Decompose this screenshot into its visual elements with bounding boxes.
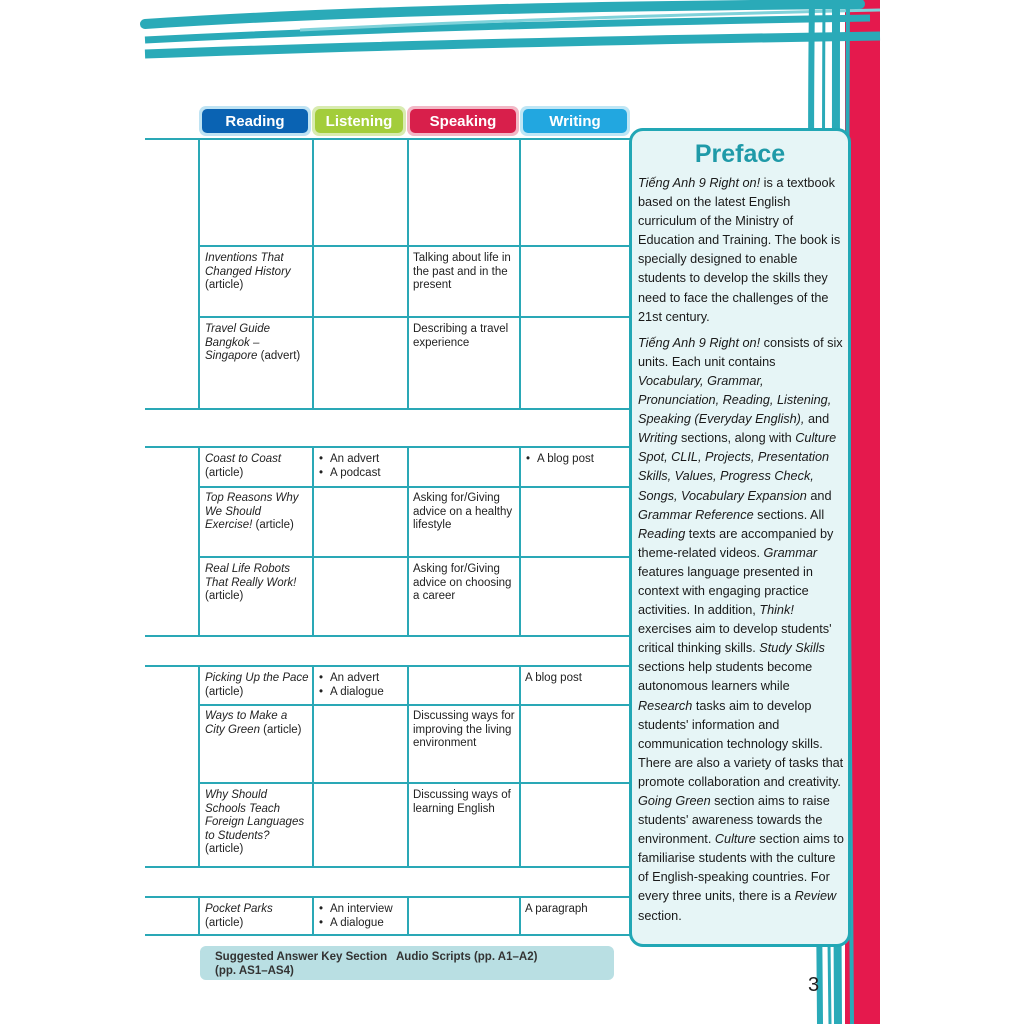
reading-title: Real Life Robots That Really Work! — [205, 563, 297, 589]
preface-title: Preface — [694, 140, 786, 168]
preface-text-run: consists of six units. Each unit contains — [638, 335, 843, 369]
reading-type: (article) — [205, 843, 244, 855]
preface-text-run: sections. All — [753, 507, 825, 522]
preface-paragraph-2 — [638, 334, 844, 926]
reading-cell — [205, 710, 309, 737]
table-line — [519, 896, 521, 935]
speaking-cell: Talking about life in the past and in the present — [413, 252, 511, 291]
preface-text-run: section aims to raise students' awareness towards the environment. — [638, 794, 830, 847]
preface-italic-run: Grammar — [763, 545, 818, 560]
preface-italic-run: Reading — [638, 526, 686, 541]
list-item: • A dialogue — [318, 686, 404, 700]
table-line — [145, 896, 630, 898]
preface-p1-text: is a textbook based on the latest English curriculum of the Ministry of Education and Training. The book is specially designed to enable students to develop the skills they need to face the challenges of the 21st century. — [638, 176, 841, 324]
preface-text-run: sections, along with — [677, 431, 796, 446]
reading-type: (article) — [205, 916, 244, 929]
writing-cell: A blog post — [525, 672, 582, 684]
reading-cell — [205, 672, 309, 699]
writing-cell — [525, 453, 627, 467]
listening-cell — [318, 672, 404, 699]
speaking-cell: Discussing ways for improving the living environment — [413, 710, 515, 749]
list-item: • An interview — [318, 903, 404, 917]
list-item: • A dialogue — [318, 917, 404, 931]
preface-italic-run: Culture — [714, 832, 756, 847]
reading-type: (article) — [205, 590, 244, 602]
preface-text-run: and — [806, 488, 832, 503]
table-line — [519, 446, 521, 636]
preface-italic-run: Review — [794, 889, 837, 904]
table-line — [145, 866, 630, 868]
preface-italic-run: Going Green — [638, 794, 711, 808]
preface-italic-run: Study Skills — [759, 641, 825, 656]
table-line — [198, 896, 200, 935]
listening-cell — [318, 903, 404, 930]
table-line — [198, 486, 630, 488]
reading-type: (advert) — [260, 350, 301, 362]
table-line — [312, 896, 314, 935]
table-line — [145, 408, 630, 410]
table-line — [198, 245, 630, 247]
reading-type: (article) — [255, 519, 294, 531]
preface-text-run: texts are accompanied by theme-related videos. — [638, 526, 834, 560]
table-line — [407, 446, 409, 636]
speaking-cell: Asking for/Giving advice on a healthy lifestyle — [413, 492, 513, 531]
table-line — [519, 665, 521, 867]
writing-cell: A paragraph — [525, 903, 588, 915]
reading-title: Coast to Coast — [205, 453, 282, 465]
table-line — [145, 934, 630, 936]
preface-text-run: section aims to familiarise students with the culture of English-speaking countries. For every three units, there is a — [638, 832, 844, 904]
reading-cell — [205, 789, 309, 857]
table-line — [198, 704, 630, 706]
table-line — [145, 138, 630, 140]
reading-title: Travel Guide Bangkok – Singapore — [205, 323, 270, 362]
preface-text-run: and — [804, 412, 830, 427]
preface-text — [638, 174, 844, 933]
audio-scripts-label: Audio Scripts (pp. A1–A2) — [396, 951, 538, 963]
reading-title: Pocket Parks — [205, 903, 273, 915]
table-line — [198, 665, 200, 867]
preface-italic-run: Research — [638, 698, 693, 713]
table-line — [198, 446, 200, 636]
speaking-header: Speaking — [410, 109, 516, 133]
preface-text-run: features language presented in context with engaging practice activities. In addition, — [638, 564, 813, 618]
right-margin — [880, 0, 1024, 1024]
table-line — [312, 138, 314, 409]
table-line — [312, 665, 314, 867]
reading-cell — [205, 492, 309, 533]
reading-cell — [205, 323, 309, 364]
listening-cell — [318, 453, 404, 480]
table-line — [519, 138, 521, 409]
tab-listening — [312, 106, 406, 136]
listening-header: Listening — [315, 109, 403, 133]
answer-key-pages: (pp. AS1–AS4) — [215, 965, 294, 977]
preface-italic-run: Think! — [759, 603, 794, 618]
book-title: Tiếng Anh 9 Right on! — [638, 176, 761, 190]
answer-key-label — [215, 950, 387, 978]
list-item: • A blog post — [525, 453, 627, 467]
preface-paragraph-1 — [638, 174, 844, 327]
table-line — [198, 556, 630, 558]
reading-type: (article) — [263, 723, 302, 736]
preface-text-run: tasks aim to develop students' information and communication technology skills. There are also a variety of tasks that promote collaboration and creativity. — [638, 698, 844, 789]
reading-cell — [205, 252, 309, 293]
table-line — [312, 446, 314, 636]
reading-title: Inventions That Changed History — [205, 252, 291, 278]
table-line — [145, 665, 630, 667]
preface-text-run: sections help students become autonomous learners while — [638, 660, 813, 694]
speaking-cell: Asking for/Giving advice on choosing a career — [413, 563, 512, 602]
reading-type: (article) — [205, 685, 244, 698]
speaking-cell: Describing a travel experience — [413, 323, 509, 349]
reading-header: Reading — [202, 109, 308, 133]
preface-italic-run: Writing — [638, 431, 678, 446]
reading-title: Top Reasons Why We Should Exercise! — [205, 492, 299, 531]
preface-italic-run: Vocabulary, Grammar, Pronunciation, Reading, Listening, Speaking (Everyday English), — [638, 373, 832, 427]
reading-cell — [205, 563, 309, 604]
reading-title: Picking Up the Pace — [205, 672, 309, 684]
table-line — [407, 896, 409, 935]
table-line — [198, 782, 630, 784]
tab-speaking — [407, 106, 519, 136]
preface-italic-run: Culture Spot, CLIL, Projects, Presentation Skills, Values, Progress Check, Songs, Vocabulary Expansion — [638, 431, 837, 503]
speaking-cell: Discussing ways of learning English — [413, 789, 511, 815]
tab-writing — [520, 106, 630, 136]
list-item: • An advert — [318, 672, 404, 686]
book-title: Tiếng Anh 9 Right on! — [638, 335, 761, 350]
preface-italic-run: Grammar Reference — [638, 507, 754, 522]
page-number: 3 — [808, 974, 820, 996]
reading-title: Ways to Make a City Green — [205, 710, 288, 736]
reading-title: Why Should Schools Teach Foreign Languages to Students? — [205, 789, 305, 842]
reading-cell — [205, 453, 309, 480]
preface-text-run: exercises aim to develop students' critical thinking skills. — [638, 622, 832, 656]
left-margin — [0, 0, 145, 1024]
answer-key-text: Suggested Answer Key Section — [215, 951, 388, 963]
table-line — [198, 138, 200, 409]
list-item: • An advert — [318, 453, 404, 467]
reading-type: (article) — [205, 279, 244, 291]
preface-text-run: section. — [638, 908, 682, 923]
table-line — [198, 316, 630, 318]
table-line — [407, 138, 409, 409]
reading-cell — [205, 903, 309, 930]
writing-header: Writing — [523, 109, 627, 133]
reading-type: (article) — [205, 466, 244, 479]
tab-reading — [199, 106, 311, 136]
list-item: • A podcast — [318, 467, 404, 481]
table-line — [407, 665, 409, 867]
table-line — [145, 635, 630, 637]
table-line — [145, 446, 630, 448]
